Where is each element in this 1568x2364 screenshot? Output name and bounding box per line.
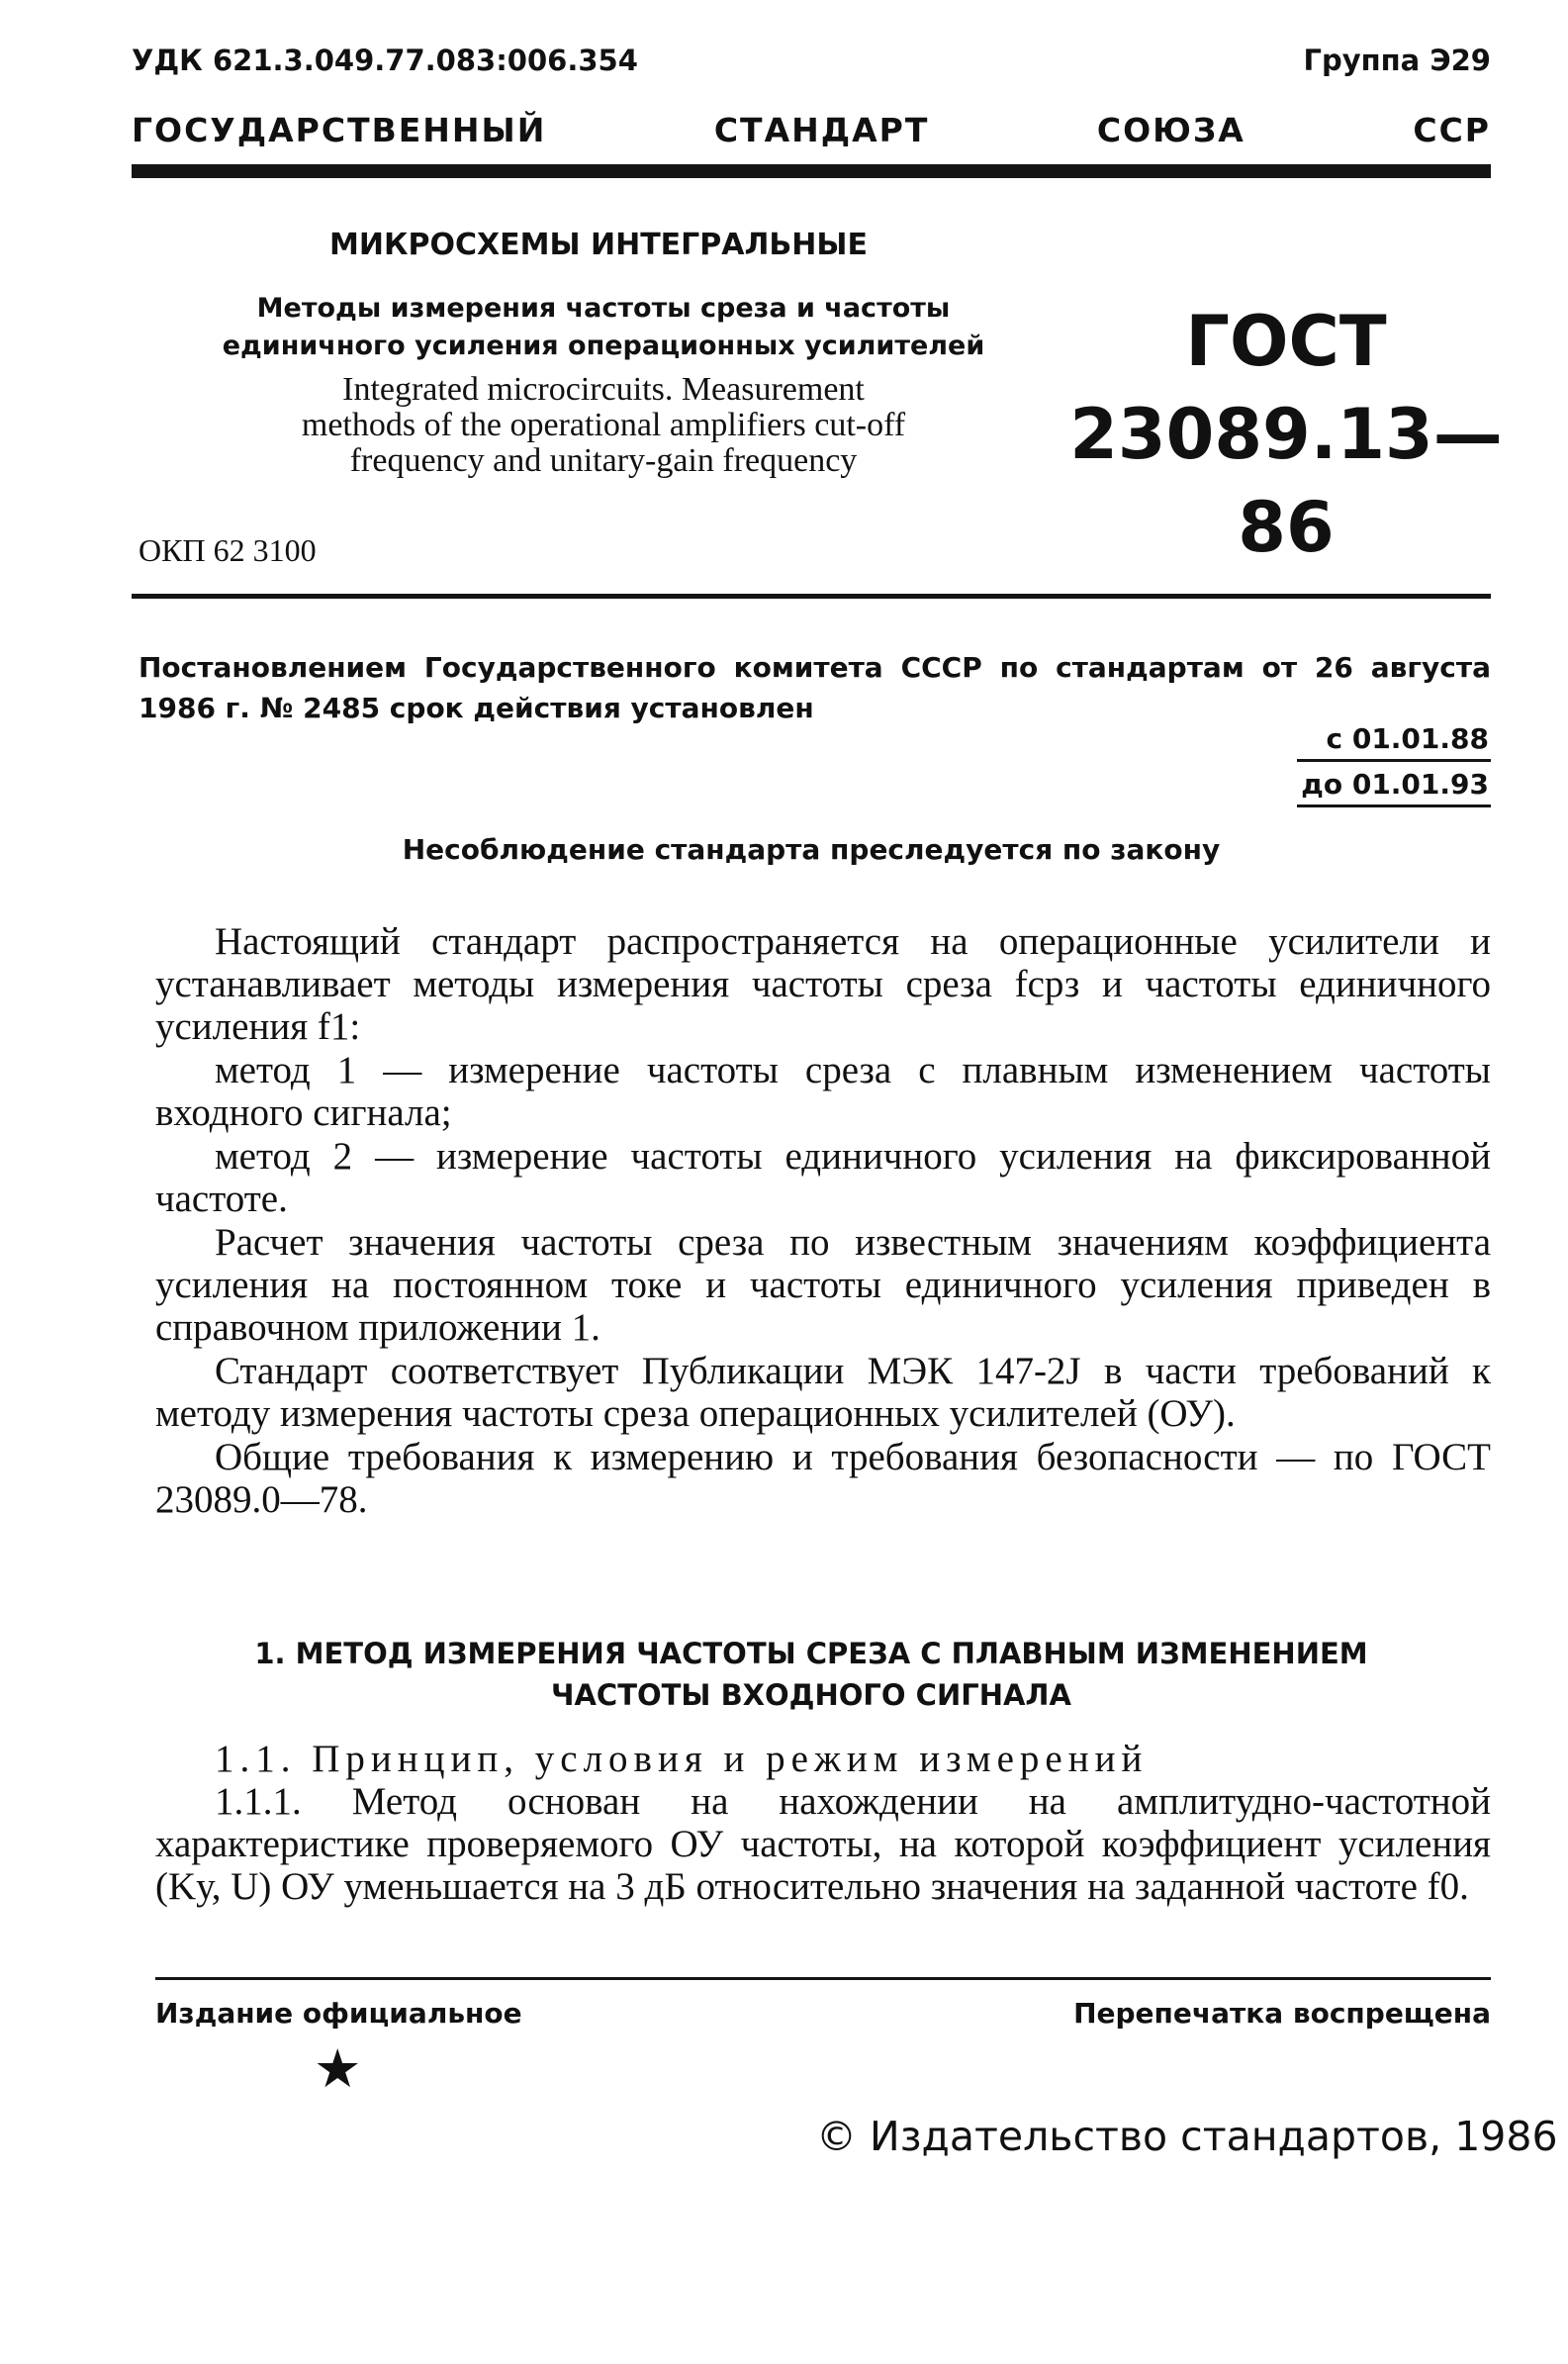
section-title-line: ЧАСТОТЫ ВХОДНОГО СИГНАЛА (551, 1678, 1071, 1712)
edition-label: Издание официальное (155, 1997, 522, 2030)
state-header-word: СОЮЗА (1096, 111, 1245, 149)
header-divider (132, 164, 1491, 178)
udk-code: УДК 621.3.049.77.083:006.354 (132, 44, 638, 77)
decree-text: Постановлением Государственного комитета СССР по стандартам от 26 августа 1986 г. № 2485 срок действия установлен (138, 651, 1491, 724)
method-title-line: Методы измерения частоты среза и частоты (256, 293, 951, 324)
group-code: Группа Э29 (1303, 44, 1491, 77)
method-title-line: единичного усиления операционных усилителей (222, 331, 985, 361)
intro-paragraph: Стандарт соответствует Публикации МЭК 147-2J в части требований к методу измерения частоты среза операционных усилителей (ОУ). (155, 1350, 1491, 1435)
state-header-word: СТАНДАРТ (713, 111, 930, 149)
section-paragraph: 1.1.1. Метод основан на нахождении на амплитудно-частотной характеристике проверяемого ОУ частоты, на которой коэффициент усиления (Kу, U) ОУ уменьшается на 3 дБ относительно значения на заданной частоте f0. (155, 1780, 1491, 1908)
legal-warning: Несоблюдение стандарта преследуется по закону (402, 833, 1221, 866)
section-1-body (155, 1738, 1491, 1909)
english-title (198, 372, 1009, 479)
subsection-heading: 1.1. Принцип, условия и режим измерений (215, 1738, 1149, 1780)
publisher-copyright: © Издательство стандартов, 1986 (816, 2113, 1558, 2160)
state-standard-header (132, 111, 1491, 149)
footer-divider (155, 1977, 1491, 1980)
date-to: до 01.01.93 (1297, 766, 1491, 807)
title-divider (132, 594, 1491, 599)
english-title-line: frequency and unitary-gain frequency (349, 442, 858, 479)
method-title (198, 290, 1009, 365)
intro-paragraph: Настоящий стандарт распространяется на операционные усилители и устанавливает методы измерения частоты среза fсрз и частоты единичного усиления f1: (155, 920, 1491, 1048)
product-title: МИКРОСХЕМЫ ИНТЕГРАЛЬНЫЕ (329, 228, 868, 262)
intro-body (155, 920, 1491, 1522)
gost-designation (1068, 295, 1504, 574)
english-title-line: methods of the operational amplifiers cut-off (301, 407, 906, 443)
intro-paragraph: метод 1 — измерение частоты среза с плавным изменением частоты входного сигнала; (155, 1049, 1491, 1134)
star-icon: ★ (314, 2039, 362, 2099)
english-title-line: Integrated microcircuits. Measurement (342, 371, 865, 408)
state-header-word: ГОСУДАРСТВЕННЫЙ (132, 111, 547, 149)
intro-paragraph: Общие требования к измерению и требования безопасности — по ГОСТ 23089.0—78. (155, 1436, 1491, 1521)
gost-label: ГОСТ (1185, 301, 1387, 382)
date-from: с 01.01.88 (1297, 720, 1491, 762)
intro-paragraph: метод 2 — измерение частоты единичного усиления на фиксированной частоте. (155, 1135, 1491, 1220)
intro-paragraph: Расчет значения частоты среза по известным значениям коэффициента усиления на постоянном токе и частоты единичного усиления приведен в справочном приложении 1. (155, 1221, 1491, 1349)
section-title-line: 1. МЕТОД ИЗМЕРЕНИЯ ЧАСТОТЫ СРЕЗА С ПЛАВНЫМ ИЗМЕНЕНИЕМ (254, 1637, 1368, 1670)
reprint-notice: Перепечатка воспрещена (1073, 1997, 1491, 2030)
okp-code: ОКП 62 3100 (138, 532, 317, 568)
gost-number: 23089.13—86 (1069, 394, 1503, 568)
state-header-word: ССР (1413, 111, 1491, 149)
section-1-title (132, 1633, 1491, 1716)
validity-dates (1297, 720, 1491, 811)
